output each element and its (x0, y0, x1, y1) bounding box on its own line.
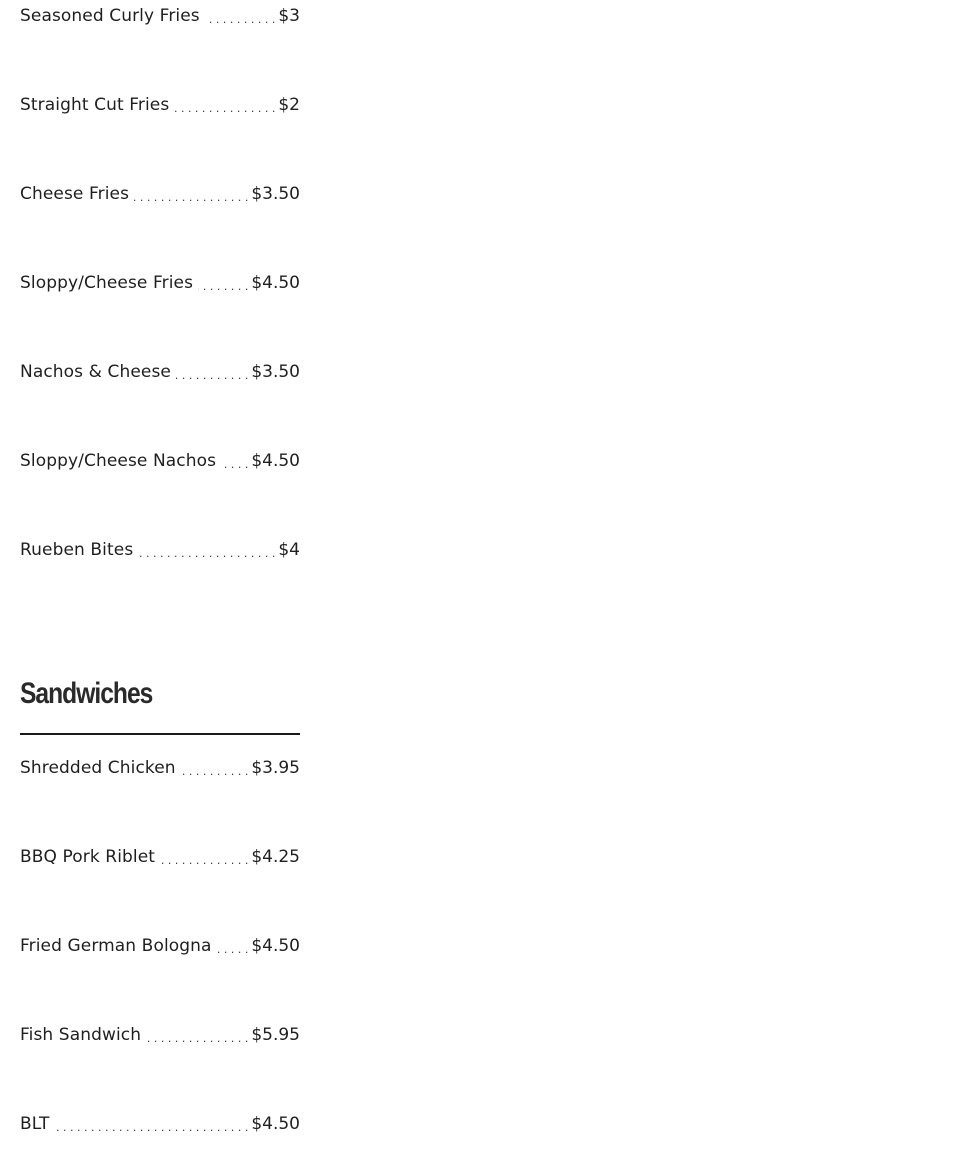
item-name: Fish Sandwich (20, 1025, 142, 1045)
item-price: $5.95 (251, 1025, 300, 1045)
item-price: $4.50 (251, 1114, 300, 1134)
menu-item (20, 93, 300, 117)
item-name: BLT (20, 1114, 50, 1134)
item-name: Sloppy/Cheese Nachos (20, 451, 217, 471)
item-name: Fried German Bologna (20, 936, 212, 956)
dot-leader (138, 538, 275, 562)
dot-leader (54, 1112, 248, 1136)
menu-item (20, 538, 300, 562)
menu-item (20, 182, 300, 206)
section-title-sandwiches: Sandwiches (20, 677, 153, 710)
item-price: $3.50 (251, 184, 300, 204)
dot-leader (181, 756, 249, 780)
item-name: Sloppy/Cheese Fries (20, 273, 194, 293)
dot-leader (198, 271, 248, 295)
dot-leader (176, 360, 248, 384)
item-price: $3 (278, 6, 300, 26)
item-price: $4.50 (251, 273, 300, 293)
menu-item (20, 934, 300, 958)
item-name: Rueben Bites (20, 540, 134, 560)
item-name: Shredded Chicken (20, 758, 176, 778)
dot-leader (146, 1023, 248, 1047)
item-price: $4.25 (251, 847, 300, 867)
item-price: $2 (278, 95, 300, 115)
item-price: $4.50 (251, 936, 300, 956)
dot-leader (217, 934, 249, 958)
dot-leader (134, 182, 248, 206)
section-divider (20, 733, 300, 735)
item-name: Nachos & Cheese (20, 362, 171, 382)
menu-item (20, 1023, 300, 1047)
item-name: Cheese Fries (20, 184, 130, 204)
menu-item (20, 360, 300, 384)
item-name: Straight Cut Fries (20, 95, 170, 115)
item-price: $4.50 (251, 451, 300, 471)
item-price: $3.50 (251, 362, 300, 382)
item-price: $3.95 (251, 758, 300, 778)
item-name: BBQ Pork Riblet (20, 847, 156, 867)
menu-item (20, 449, 300, 473)
item-price: $4 (278, 540, 300, 560)
dot-leader (221, 449, 248, 473)
menu-item (20, 756, 300, 780)
dot-leader (174, 93, 275, 117)
item-name: Seasoned Curly Fries (20, 6, 200, 26)
dot-leader (205, 4, 276, 28)
menu-item (20, 1112, 300, 1136)
menu-item (20, 4, 300, 28)
dot-leader (160, 845, 248, 869)
menu-item (20, 845, 300, 869)
menu-item (20, 271, 300, 295)
